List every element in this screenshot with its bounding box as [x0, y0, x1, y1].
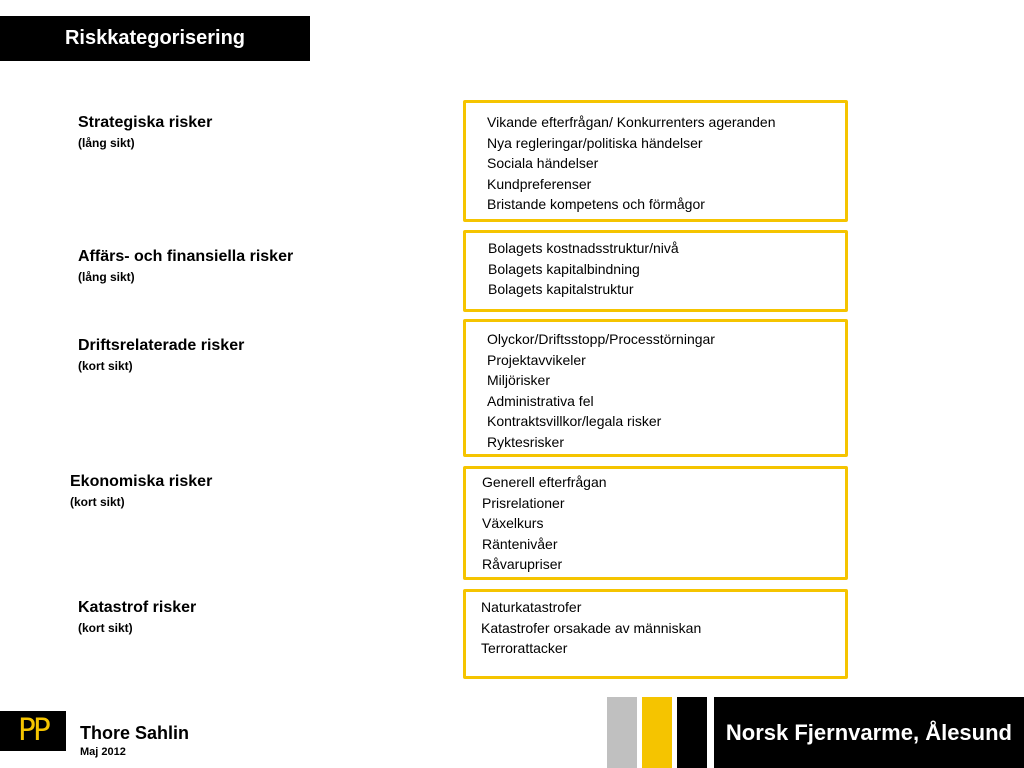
author-block	[80, 722, 189, 759]
risk-item: Nya regleringar/politiska händelser	[487, 134, 703, 151]
category-name: Driftsrelaterade risker	[78, 337, 245, 354]
risk-list	[487, 112, 845, 215]
decor-strip-black	[677, 697, 707, 768]
category-economic	[70, 472, 212, 510]
logo-text: PP	[17, 713, 49, 748]
risk-item: Administrativa fel	[487, 392, 594, 409]
category-name: Affärs- och finansiella risker	[78, 248, 294, 265]
category-name: Strategiska risker	[78, 114, 213, 131]
company-logo	[0, 711, 66, 751]
risk-item: Bolagets kapitalstruktur	[488, 281, 634, 297]
risk-item: Sociala händelser	[487, 155, 599, 171]
risk-item: Råvarupriser	[482, 556, 563, 572]
risk-item: Naturkatastrofer	[481, 599, 582, 615]
category-term: (lång sikt)	[78, 270, 135, 284]
category-name: Ekonomiska risker	[70, 473, 213, 490]
category-term: (lång sikt)	[78, 136, 135, 150]
risk-item: Bolagets kapitalbindning	[488, 260, 640, 277]
risk-item: Växelkurs	[482, 515, 544, 531]
brand-bar	[714, 697, 1024, 768]
risk-item: Räntenivåer	[482, 535, 558, 552]
risk-list	[482, 472, 845, 575]
presentation-date: Maj 2012	[80, 746, 126, 758]
risk-item: Katastrofer orsakade av människan	[481, 619, 702, 636]
risk-item: Terrorattacker	[481, 640, 568, 656]
author-name: Thore Sahlin	[80, 723, 190, 743]
risk-box-economic	[463, 466, 848, 580]
risk-item: Kundpreferenser	[487, 175, 592, 192]
category-term: (kort sikt)	[70, 495, 125, 509]
decor-strip-yellow	[642, 697, 672, 768]
risk-box-strategic	[463, 100, 848, 222]
risk-item: Prisrelationer	[482, 494, 565, 511]
category-operational	[78, 336, 244, 374]
risk-box-business-financial	[463, 230, 848, 312]
risk-item: Bolagets kostnadsstruktur/nivå	[488, 240, 679, 256]
risk-list	[487, 329, 845, 452]
brand-text: Norsk Fjernvarme, Ålesund	[725, 719, 1012, 745]
category-term: (kort sikt)	[78, 621, 133, 635]
risk-list	[481, 597, 845, 659]
category-term: (kort sikt)	[78, 359, 133, 373]
risk-item: Generell efterfrågan	[482, 474, 607, 490]
risk-item: Miljörisker	[487, 372, 550, 388]
slide-title: Riskkategorisering	[0, 16, 310, 61]
risk-box-operational	[463, 319, 848, 457]
decor-strip-gray	[607, 697, 637, 768]
risk-item: Bristande kompetens och förmågor	[487, 196, 705, 212]
risk-item: Ryktesrisker	[487, 433, 565, 450]
risk-item: Olyckor/Driftsstopp/Processtörningar	[487, 331, 715, 347]
category-strategic	[78, 113, 212, 151]
category-name: Katastrof risker	[78, 599, 197, 616]
category-business-financial	[78, 247, 293, 285]
risk-item: Kontraktsvillkor/legala risker	[487, 413, 662, 429]
risk-box-catastrophe	[463, 589, 848, 679]
risk-item: Vikande efterfrågan/ Konkurrenters ageranden	[487, 114, 776, 130]
risk-list	[488, 238, 845, 300]
category-catastrophe	[78, 598, 196, 636]
risk-item: Projektavvikeler	[487, 351, 586, 368]
